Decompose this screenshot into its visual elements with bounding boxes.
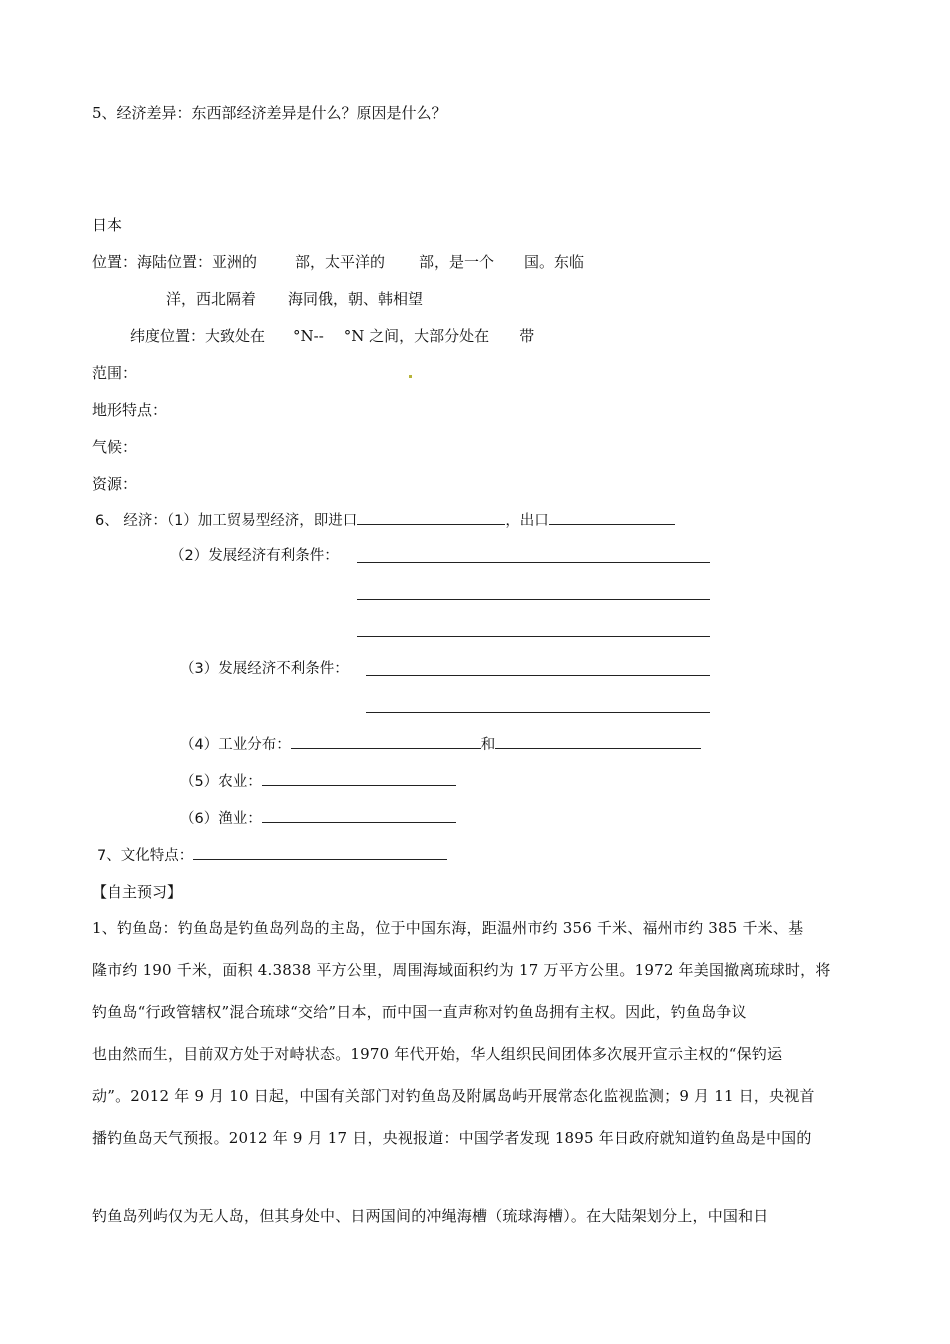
industry-blank-2[interactable] [495,734,701,749]
stray-mark [409,375,412,378]
agriculture-line [180,771,456,792]
japan-position-line-2 [166,289,423,309]
preview-paragraph-2-line-1: 钓鱼岛列屿仅为无人岛，但其身处中、日两国间的冲绳海槽（琉球海槽）。在大陆架划分上，中国和日 [92,1207,769,1225]
economy-text-a: 6、 经济：（1）加工贸易型经济，即进口 [95,513,358,529]
fishery-line [180,808,456,829]
culture-line [97,845,447,866]
question-6 [95,510,675,531]
import-blank[interactable] [357,510,505,525]
industry-distribution-line [180,734,701,755]
preview-paragraph-line-3: 钓鱼岛“行政管辖权”混合琉球“交给”日本，而中国一直声称对钓鱼岛拥有主权。因此，钓鱼岛争议 [92,1003,747,1021]
favorable-conditions-blank-1[interactable] [357,562,710,563]
latitude-text-b: °N-- [293,327,324,345]
unfavorable-conditions-blank-2[interactable] [366,712,710,713]
unfavorable-conditions-label: （3）发展经济不利条件： [180,661,349,677]
japan-position-text-a: 位置：海陆位置：亚洲的 [92,253,258,271]
fishery-label: （6）渔业： [180,811,262,827]
unfavorable-conditions-blank-1[interactable] [366,675,710,676]
agriculture-label: （5）农业： [180,774,262,790]
japan-position-text-c: 部，是一个 [419,253,495,271]
japan-position-text-f: 海同俄，朝、韩相望 [288,290,424,308]
export-blank[interactable] [549,510,675,525]
japan-terrain-label: 地形特点： [92,401,168,419]
japan-position-line-1 [92,252,584,272]
latitude-text-c: °N 之间，大部分处在 [343,327,490,345]
question-5: 5、经济差异：东西部经济差异是什么？原因是什么？ [92,104,447,122]
culture-blank[interactable] [193,845,447,860]
favorable-conditions-blank-2[interactable] [357,599,710,600]
japan-position-text-d: 国。东临 [524,253,585,271]
agriculture-blank[interactable] [262,771,456,786]
preview-heading: 【自主预习】 [92,883,183,901]
japan-latitude-line [130,326,534,346]
japan-title: 日本 [92,216,123,234]
culture-label: 7、文化特点： [97,848,194,864]
favorable-conditions-label: （2）发展经济有利条件： [170,548,339,564]
preview-paragraph-line-4: 也由然而生，目前双方处于对峙状态。1970 年代开始，华人组织民间团体多次展开宣示主权的“保钓运 [92,1045,783,1063]
industry-and: 和 [480,737,496,753]
fishery-blank[interactable] [262,808,456,823]
favorable-conditions-blank-3[interactable] [357,636,710,637]
industry-blank-1[interactable] [291,734,481,749]
preview-paragraph-line-1: 1、钓鱼岛：钓鱼岛是钓鱼岛列岛的主岛，位于中国东海，距温州市约 356 千米、福州市约 385 千米、基 [92,919,804,937]
japan-position-text-e: 洋，西北隔着 [166,290,257,308]
japan-climate-label: 气候： [92,438,138,456]
japan-range-label: 范围： [92,364,138,382]
latitude-text-a: 纬度位置：大致处在 [130,327,266,345]
preview-paragraph-line-5: 动”。2012 年 9 月 10 日起，中国有关部门对钓鱼岛及附属岛屿开展常态化监视监测；9 月 11 日，央视首 [92,1087,815,1105]
japan-position-text-b: 部，太平洋的 [295,253,386,271]
economy-text-b: ，出口 [505,513,549,529]
japan-resources-label: 资源： [92,475,138,493]
industry-label: （4）工业分布： [180,737,291,753]
preview-paragraph-line-2: 隆市约 190 千米，面积 4.3838 平方公里，周围海域面积约为 17 万平方公里。1972 年美国撤离琉球时，将 [92,961,831,979]
preview-paragraph-line-6: 播钓鱼岛天气预报。2012 年 9 月 17 日，央视报道：中国学者发现 1895 年日政府就知道钓鱼岛是中国的 [92,1129,812,1147]
latitude-text-d: 带 [519,327,535,345]
